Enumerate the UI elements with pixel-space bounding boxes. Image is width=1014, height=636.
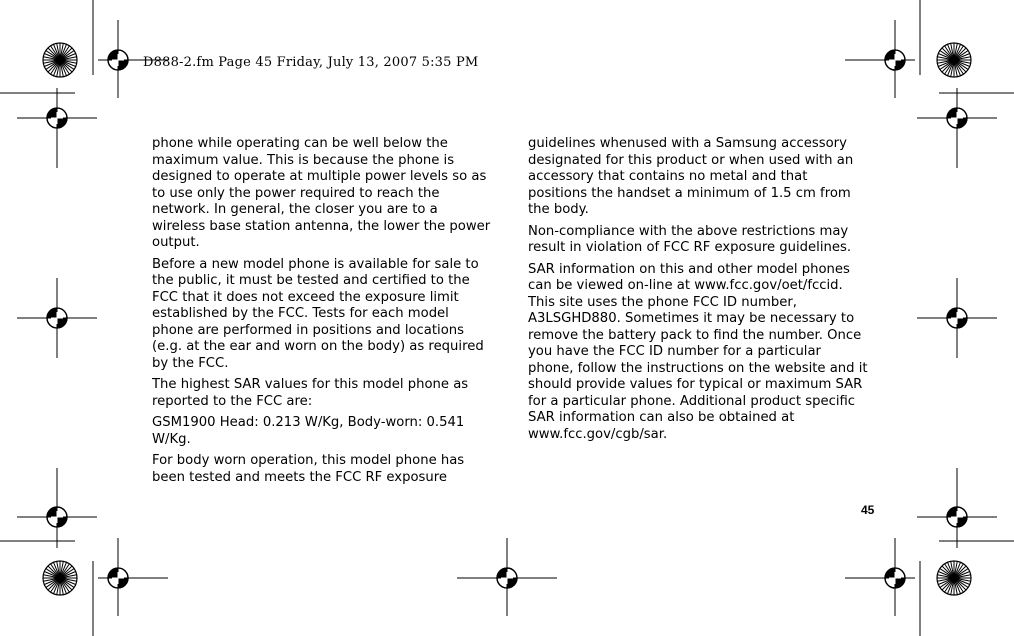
left-text-column <box>152 136 492 491</box>
page-number: 45 <box>861 503 875 517</box>
right-text-column <box>528 136 868 448</box>
paragraph: Before a new model phone is available for sale to the public, it must be tested and certified to the FCC that it does not exceed the exposure limit established by the FCC. Tests for each model phone are performed in positions and locations (e.g. at the ear and worn on the body) as required by the FCC. <box>152 256 484 371</box>
paragraph: For body worn operation, this model phone has been tested and meets the FCC RF exposure <box>152 453 465 485</box>
paragraph: Non-compliance with the above restrictions may result in violation of FCC RF exposure guidelines. <box>528 223 852 255</box>
paragraph: guidelines whenused with a Samsung accessory designated for this product or when used with an accessory that contains no metal and that positions the handset a minimum of 1.5 cm from the body. <box>528 136 854 217</box>
paragraph: SAR information on this and other model phones can be viewed on-line at www.fcc.gov/oet/fccid. This site uses the phone FCC ID number, A3LSGHD880. Sometimes it may be necessary to remove the battery pack to find the number. Once you have the FCC ID number for a particular phone, follow the instructions on the website and it should provide values for typical or maximum SAR for a particular phone. Additional product specific SAR information can also be obtained at www.fcc.gov/cgb/sar. <box>528 261 868 442</box>
paragraph: The highest SAR values for this model phone as reported to the FCC are: <box>152 377 469 409</box>
paragraph: phone while operating can be well below the maximum value. This is because the phone is designed to operate at multiple power levels so as to use only the power required to reach the network. In general, the closer you are to a wireless base station antenna, the lower the power output. <box>152 136 491 250</box>
print-header-file-info: D888-2.fm Page 45 Friday, July 13, 2007 5:35 PM <box>143 55 479 70</box>
paragraph: GSM1900 Head: 0.213 W/Kg, Body-worn: 0.541 W/Kg. <box>152 415 465 447</box>
